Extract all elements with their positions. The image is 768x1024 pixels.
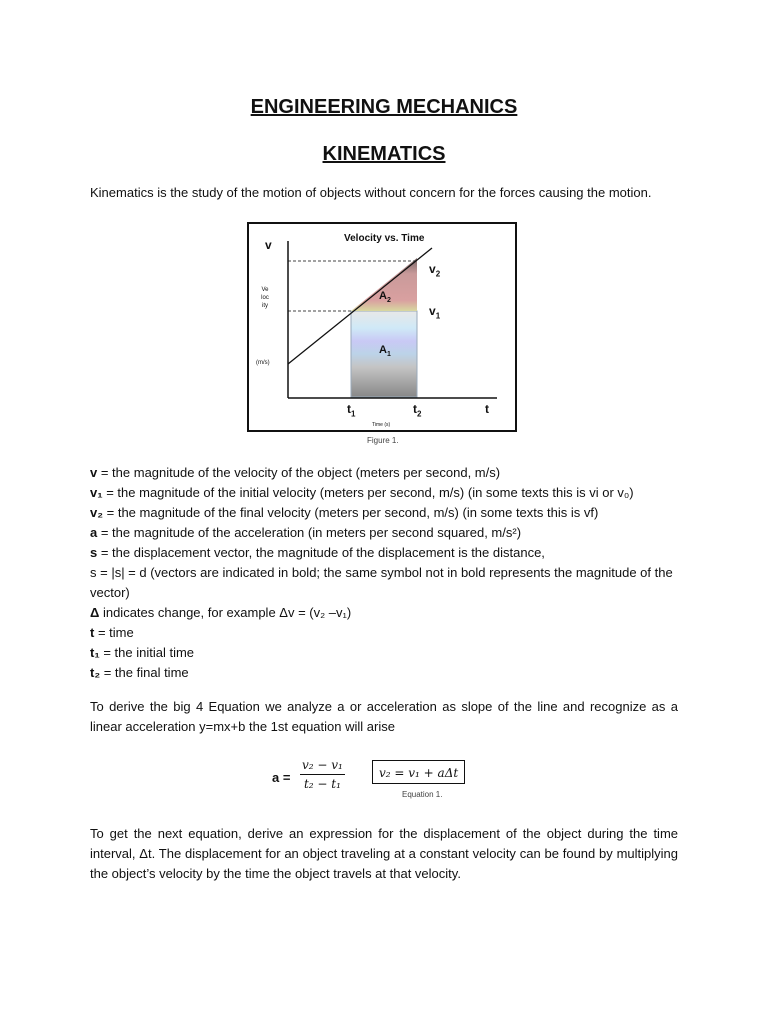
definition-text: vector) (90, 585, 130, 600)
definition-text: = the displacement vector, the magnitude of the displacement is the distance, (97, 545, 545, 560)
t2-label: $t_2$ (413, 402, 422, 419)
definition-text: = the magnitude of the initial velocity (meters per second, m/s) (in some texts this is vi or v₀) (102, 485, 634, 500)
t-symbol: t (485, 402, 489, 416)
intro-text: Kinematics is the study of the motion of objects without concern for the forces causing the motion. (90, 185, 652, 200)
v2-label: $v_2$ (429, 262, 441, 279)
definition-term: v₂ (90, 505, 104, 520)
definition-item (90, 565, 673, 580)
figure-caption: Figure 1. (367, 436, 399, 445)
definition-text: indicates change, for example Δv = (v₂ –v₁) (99, 605, 352, 620)
velocity-time-figure (247, 222, 517, 432)
definition-text: = the magnitude of the final velocity (meters per second, m/s) (in some texts this is vf) (103, 505, 599, 520)
definition-term: Δ (90, 605, 100, 620)
definition-text: = time (94, 625, 134, 640)
definition-term: t₂ (90, 665, 101, 680)
definition-text: = the magnitude of the velocity of the object (meters per second, m/s) (97, 465, 501, 480)
v1-label: $v_1$ (429, 304, 441, 321)
graph-title: Velocity vs. Time (344, 233, 425, 244)
definition-item (90, 645, 194, 660)
equation-fraction (300, 758, 345, 791)
definition-text: = the initial time (99, 645, 195, 660)
x-axis-label: Time (s) (372, 422, 391, 428)
definition-term: s (90, 545, 98, 560)
definition-term: v₁ (90, 485, 103, 500)
definition-item (90, 625, 134, 640)
derive-paragraph: To derive the big 4 Equation we analyze a or acceleration as slope of the line and recognize as a linear acceleration y=mx+b the 1st equation will arise (90, 699, 678, 734)
fraction-denominator: t₂ − t₁ (303, 777, 341, 791)
equation-lhs: a = (272, 770, 291, 785)
y-axis-label: Velocity (261, 287, 269, 309)
definition-item (90, 665, 189, 680)
a2-label: $A_2$ (379, 290, 391, 305)
definition-term: t (90, 625, 95, 640)
document-title: ENGINEERING MECHANICS (250, 96, 518, 118)
t1-label: $t_1$ (347, 402, 356, 419)
definition-item (90, 605, 351, 620)
definition-item (90, 485, 634, 500)
y-axis-unit: (m/s) (256, 360, 270, 366)
y-symbol: v (265, 238, 272, 252)
section-title: KINEMATICS (322, 143, 446, 165)
definition-item (90, 585, 130, 600)
definition-item (90, 465, 500, 480)
equation-caption: Equation 1. (402, 790, 443, 799)
definition-text: s = |s| = d (vectors are indicated in bold; the same symbol not in bold represents the magnitude of the (90, 565, 673, 580)
definition-item (90, 505, 598, 520)
definition-item (90, 525, 521, 540)
definition-text: = the magnitude of the acceleration (in meters per second squared, m/s²) (97, 525, 522, 540)
velocity-time-graph (249, 224, 515, 430)
definition-term: t₁ (90, 645, 100, 660)
fraction-numerator: v₂ − v₁ (300, 758, 345, 775)
boxed-equation: v₂ = v₁ + aΔt (372, 760, 465, 784)
definition-item (90, 545, 545, 560)
definition-term: a (90, 525, 98, 540)
definition-text: = the final time (100, 665, 189, 680)
a1-label: $A_1$ (379, 344, 391, 359)
next-paragraph: To get the next equation, derive an expression for the displacement of the object during the time interval, Δt. The displacement for an object traveling at a constant velocity can be found by multiplying the object’s velocity by the time the object travels at that velocity. (90, 826, 678, 881)
definition-term: v (90, 465, 98, 480)
